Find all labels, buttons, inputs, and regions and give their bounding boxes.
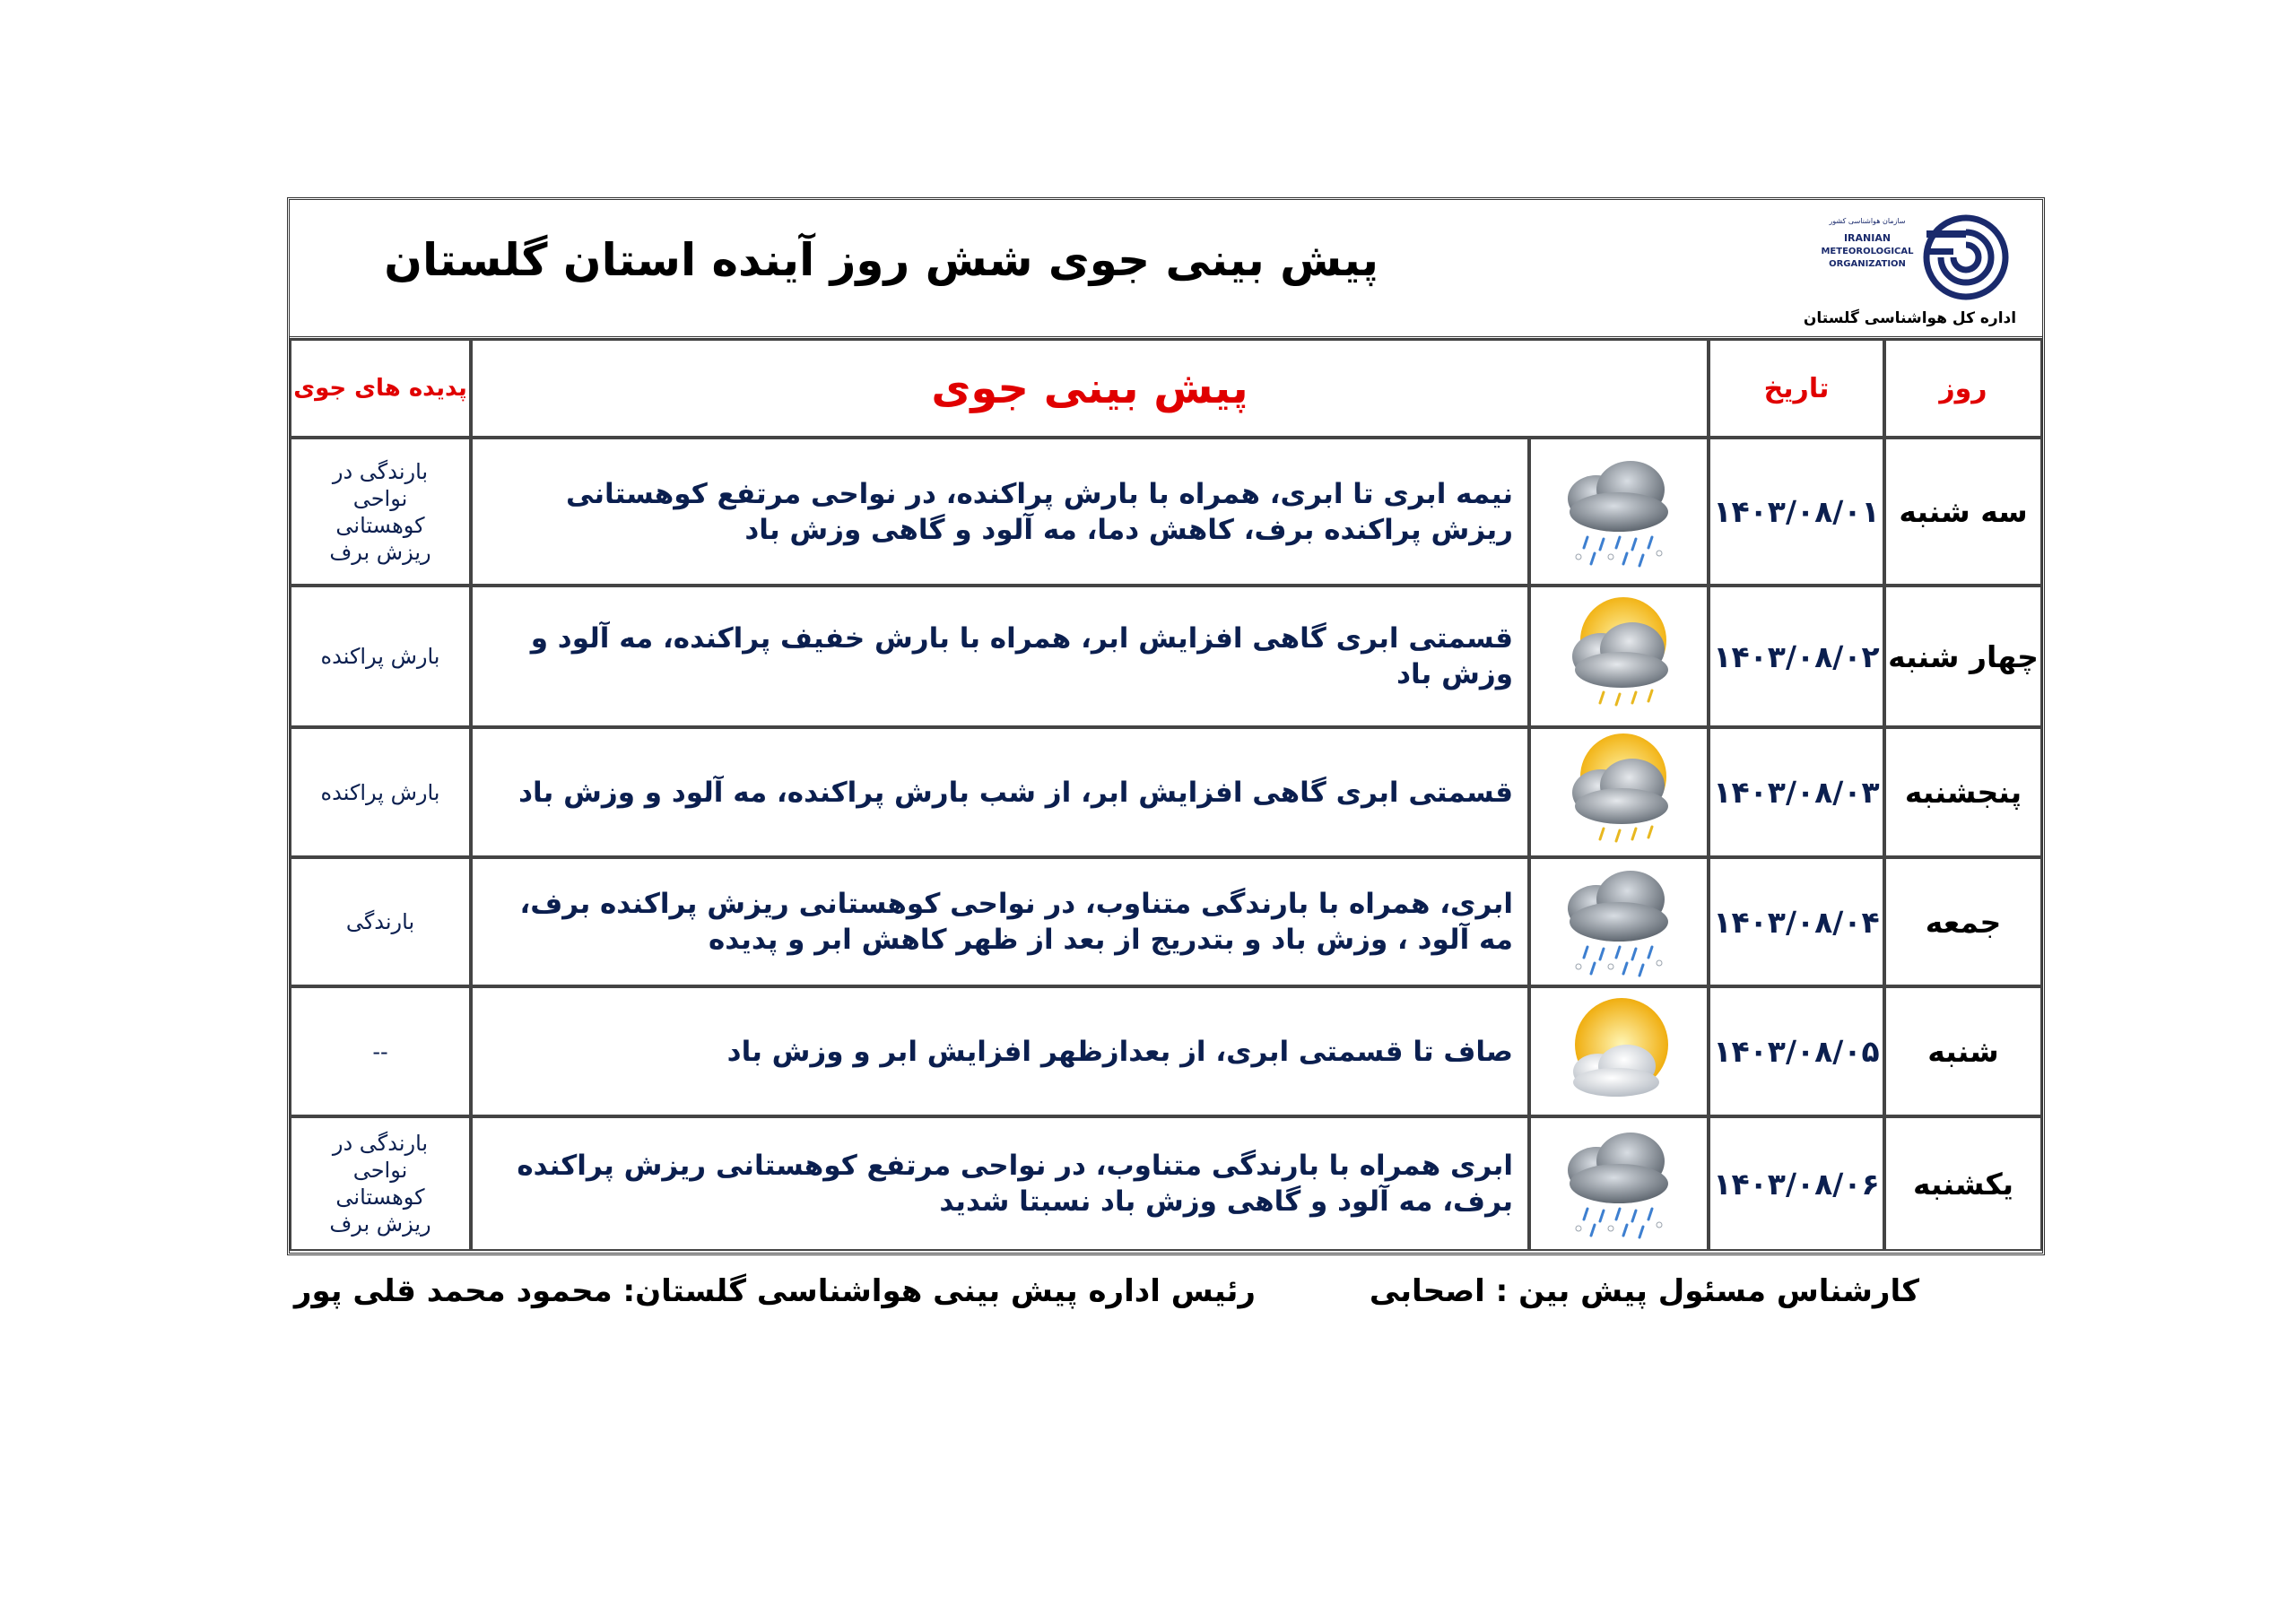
logo-caption: اداره کل هواشناسی گلستان <box>1803 309 2017 327</box>
meteorology-emblem-icon <box>1800 213 2020 307</box>
phenomena-cell: بارندگی در نواحی کوهستانی ریزش برف <box>290 1116 471 1251</box>
sun-cloud-rain-icon <box>1529 727 1709 857</box>
forecast-frame <box>287 197 2045 1255</box>
forecast-text: قسمتی ابری گاهی افزایش ابر، از شب بارش پراکنده، مه آلود و وزش باد <box>471 727 1529 857</box>
phenomena-cell: -- <box>290 986 471 1116</box>
forecast-table <box>290 339 2042 1251</box>
forecast-expert: کارشناس مسئول پیش بین : اصحابی <box>1369 1273 1919 1309</box>
day-cell: شنبه <box>1884 986 2042 1116</box>
phenomena-cell: بارش پراکنده <box>290 586 471 727</box>
forecast-text: قسمتی ابری گاهی افزایش ابر، همراه با بارش خفیف پراکنده، مه آلود و وزش باد <box>471 586 1529 727</box>
svg-text:IRANIAN: IRANIAN <box>1843 232 1892 244</box>
page-title: پیش بینی جوی شش روز آینده استان گلستان <box>384 234 1378 286</box>
title-row <box>290 200 2042 339</box>
svg-text:ORGANIZATION: ORGANIZATION <box>1829 259 1906 269</box>
column-header-forecast: پیش بینی جوی <box>471 339 1709 438</box>
day-cell: چهار شنبه <box>1884 586 2042 727</box>
date-cell: ۱۴۰۳/۰۸/۰۴ <box>1709 857 1884 986</box>
forecast-row <box>290 586 2042 727</box>
forecast-row <box>290 438 2042 586</box>
rain-snow-cloud-icon <box>1529 438 1709 586</box>
forecast-text: صاف تا قسمتی ابری، از بعدازظهر افزایش ابر و وزش باد <box>471 986 1529 1116</box>
sun-cloud-icon <box>1529 986 1709 1116</box>
forecast-row <box>290 1116 2042 1251</box>
phenomena-cell: بارندگی در نواحی کوهستانی ریزش برف <box>290 438 471 586</box>
phenomena-cell: بارندگی <box>290 857 471 986</box>
column-header-day: روز <box>1884 339 2042 438</box>
day-cell: یکشنبه <box>1884 1116 2042 1251</box>
forecast-row <box>290 727 2042 857</box>
forecast-text: نیمه ابری تا ابری، همراه با بارش پراکنده، در نواحی مرتفع کوهستانی ریزش پراکنده برف، کاهش دما، مه آلود و گاهی وزش باد <box>471 438 1529 586</box>
date-cell: ۱۴۰۳/۰۸/۰۳ <box>1709 727 1884 857</box>
phenomena-cell: بارش پراکنده <box>290 727 471 857</box>
sun-cloud-rain-icon <box>1529 586 1709 727</box>
date-cell: ۱۴۰۳/۰۸/۰۱ <box>1709 438 1884 586</box>
forecast-row <box>290 857 2042 986</box>
forecast-text: ابری همراه با بارندگی متناوب، در نواحی مرتفع کوهستانی ریزش پراکنده برف، مه آلود و گاهی وزش باد نسبتا شدید <box>471 1116 1529 1251</box>
footer <box>0 1273 2296 1327</box>
date-cell: ۱۴۰۳/۰۸/۰۶ <box>1709 1116 1884 1251</box>
svg-text:سازمان هواشناسی کشور: سازمان هواشناسی کشور <box>1829 217 1906 225</box>
rain-snow-cloud-icon <box>1529 1116 1709 1251</box>
forecast-office-head: رئیس اداره پیش بینی هواشناسی گلستان: محمود محمد قلی پور <box>293 1273 1256 1309</box>
table-header-row <box>290 339 2042 438</box>
day-cell: جمعه <box>1884 857 2042 986</box>
forecast-text: ابری، همراه با بارندگی متناوب، در نواحی کوهستانی ریزش پراکنده برف، مه آلود ، وزش باد و بتدریج از بعد از ظهر کاهش ابر و پدیده <box>471 857 1529 986</box>
forecast-row <box>290 986 2042 1116</box>
date-cell: ۱۴۰۳/۰۸/۰۵ <box>1709 986 1884 1116</box>
rain-snow-cloud-icon <box>1529 857 1709 986</box>
day-cell: سه شنبه <box>1884 438 2042 586</box>
date-cell: ۱۴۰۳/۰۸/۰۲ <box>1709 586 1884 727</box>
day-cell: پنجشنبه <box>1884 727 2042 857</box>
column-header-phenomena: پدیده های جوی <box>290 339 471 438</box>
svg-text:METEOROLOGICAL: METEOROLOGICAL <box>1821 247 1914 256</box>
column-header-date: تاریخ <box>1709 339 1884 438</box>
meteorological-organization-logo <box>1800 213 2020 327</box>
